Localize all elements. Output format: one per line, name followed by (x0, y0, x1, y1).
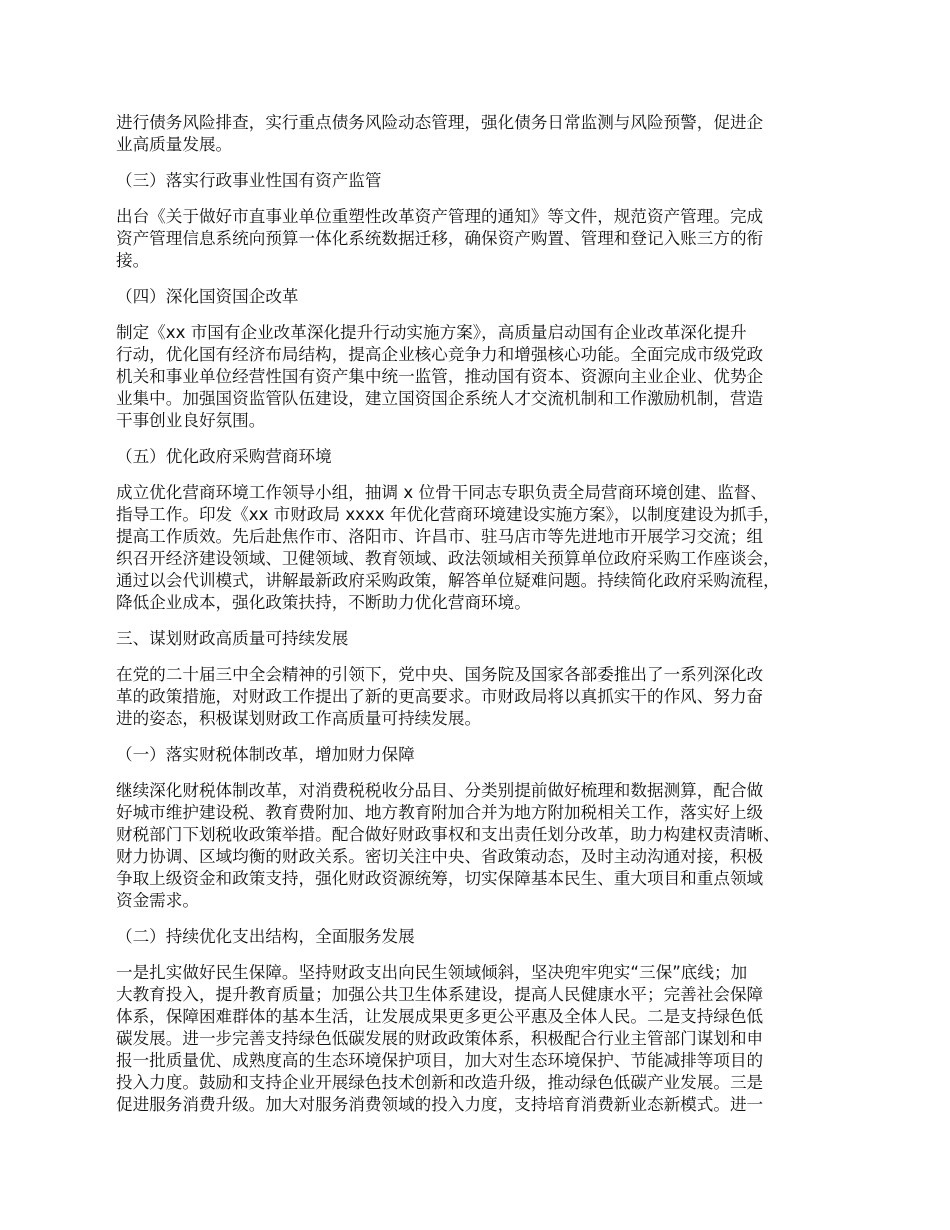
paragraph-line: 机关和事业单位经营性国有资产集中统一监管，推动国有资本、资源向主业企业、优势企 (116, 367, 764, 386)
paragraph-line: 革的政策措施，对财政工作提出了新的更高要求。市财政局将以真抓实干的作风、努力奋 (116, 687, 764, 706)
section-heading: （一）落实财税体制改革，增加财力保障 (116, 745, 415, 764)
section-heading: （三）落实行政事业性国有资产监管 (116, 171, 382, 190)
paragraph-line: 通过以会代训模式，讲解最新政府采购政策，解答单位疑难问题。持续简化政府采购流程， (116, 571, 780, 590)
paragraph-line: 体系，保障困难群体的基本生活，让发展成果更多更公平惠及全体人民。二是支持绿色低 (116, 1007, 764, 1026)
paragraph-line: 提高工作质效。先后赴焦作市、洛阳市、许昌市、驻马店市等先进地市开展学习交流；组 (116, 527, 764, 546)
paragraph-line: 继续深化财税体制改革，对消费税税收分品目、分类别提前做好梳理和数据测算，配合做 (116, 781, 764, 800)
paragraph-line: 好城市维护建设税、教育费附加、地方教育附加合并为地方附加税相关工作，落实好上级 (116, 803, 764, 822)
paragraph-line: 大教育投入，提升教育质量；加强公共卫生体系建设，提高人民健康水平；完善社会保障 (116, 985, 764, 1004)
paragraph-line: 业集中。加强国资监管队伍建设，建立国资国企系统人才交流机制和工作激励机制，营造 (116, 389, 764, 408)
paragraph-line: 制定《xx 市国有企业改革深化提升行动实施方案》，高质量启动国有企业改革深化提升 (116, 323, 747, 342)
paragraph-line: 行动，优化国有经济布局结构，提高企业核心竞争力和增强核心功能。全面完成市级党政 (116, 345, 764, 364)
paragraph-line: 财税部门下划税收政策举措。配合做好财政事权和支出责任划分改革，助力构建权责清晰、 (116, 825, 780, 844)
paragraph-line: 业高质量发展。 (116, 135, 233, 154)
paragraph-line: 在党的二十届三中全会精神的引领下，党中央、国务院及国家各部委推出了一系列深化改 (116, 665, 764, 684)
paragraph-line: 报一批质量优、成熟度高的生态环境保护项目，加大对生态环境保护、节能减排等项目的 (116, 1051, 764, 1070)
paragraph-line: 碳发展。进一步完善支持绿色低碳发展的财政政策体系，积极配合行业主管部门谋划和申 (116, 1029, 764, 1048)
paragraph-line: 织召开经济建设领域、卫健领域、教育领域、政法领域相关预算单位政府采购工作座谈会， (116, 549, 780, 568)
paragraph-line: 财力协调、区域均衡的财政关系。密切关注中央、省政策动态，及时主动沟通对接，积极 (116, 847, 764, 866)
paragraph-line: 资金需求。 (116, 891, 199, 910)
paragraph-line: 资产管理信息系统向预算一体化系统数据迁移，确保资产购置、管理和登记入账三方的衔 (116, 229, 764, 248)
paragraph-line: 进的姿态，积极谋划财政工作高质量可持续发展。 (116, 709, 482, 728)
paragraph-line: 一是扎实做好民生保障。坚持财政支出向民生领域倾斜，坚决兜牢兜实“三保”底线；加 (116, 963, 748, 982)
paragraph-line: 降低企业成本，强化政策扶持，不断助力优化营商环境。 (116, 593, 531, 612)
paragraph-line: 成立优化营商环境工作领导小组，抽调 x 位骨干同志专职负责全局营商环境创建、监督、 (116, 483, 767, 502)
paragraph-line: 出台《关于做好市直事业单位重塑性改革资产管理的通知》等文件，规范资产管理。完成 (116, 207, 764, 226)
paragraph-line: 进行债务风险排查，实行重点债务风险动态管理，强化债务日常监测与风险预警，促进企 (116, 113, 764, 132)
paragraph-line: 接。 (116, 251, 150, 270)
section-heading: （二）持续优化支出结构，全面服务发展 (116, 927, 415, 946)
section-heading: （五）优化政府采购营商环境 (116, 447, 332, 466)
paragraph-line: 投入力度。鼓励和支持企业开展绿色技术创新和改造升级，推动绿色低碳产业发展。三是 (116, 1073, 764, 1092)
paragraph-line: 干事创业良好氛围。 (116, 411, 266, 430)
paragraph-line: 促进服务消费升级。加大对服务消费领域的投入力度，支持培育消费新业态新模式。进一 (116, 1095, 764, 1114)
paragraph-line: 指导工作。印发《xx 市财政局 xxxx 年优化营商环境建设实施方案》，以制度建设为抓手， (116, 505, 780, 524)
paragraph-line: 争取上级资金和政策支持，强化财政资源统筹，切实保障基本民生、重大项目和重点领域 (116, 869, 764, 888)
part-heading: 三、谋划财政高质量可持续发展 (116, 629, 349, 648)
section-heading: （四）深化国资国企改革 (116, 287, 299, 306)
